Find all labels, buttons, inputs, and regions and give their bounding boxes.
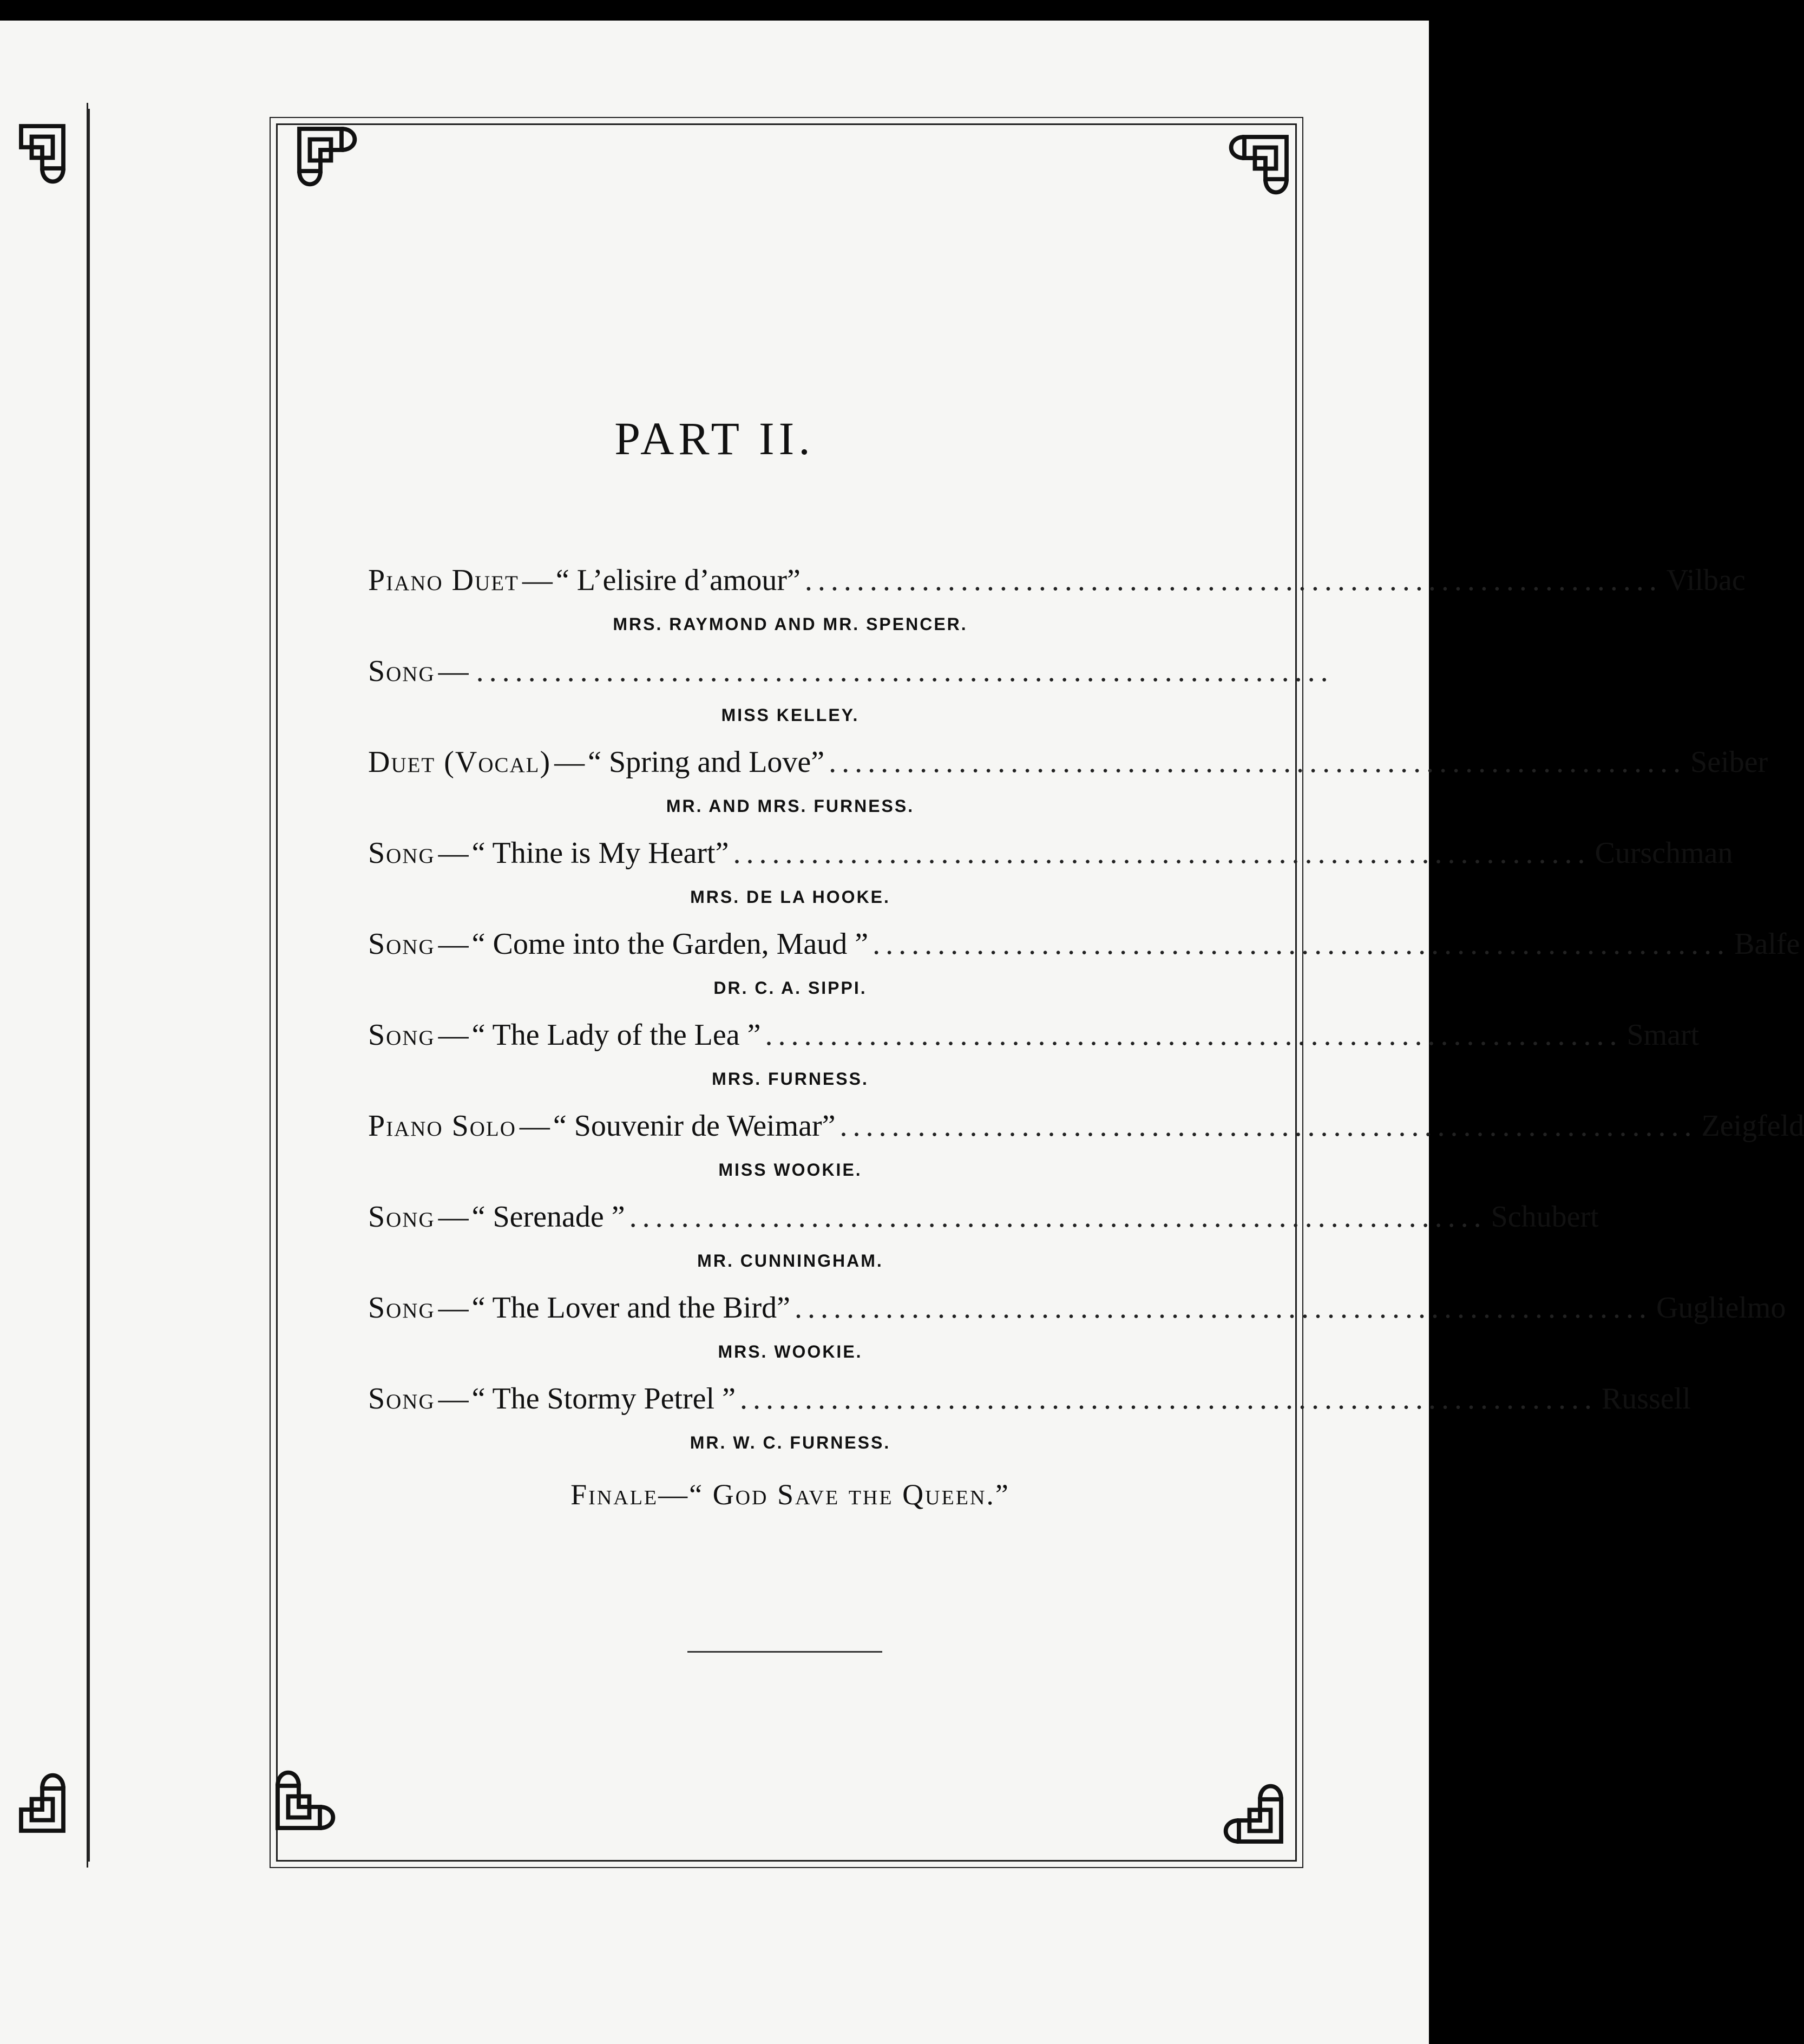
leader-dots: .................................................................. [739, 1382, 1597, 1416]
item-kind: Song [368, 927, 435, 961]
leader-dots: .................................................................. [476, 654, 1334, 688]
item-piece: “ Thine is My Heart” [471, 836, 729, 870]
corner-ornament-icon [0, 119, 70, 189]
item-kind: Piano Duet [368, 564, 519, 597]
program-item: Song — “ The Stormy Petrel ” .................................................................. Russell MR. W. C. FURNESS. [368, 1381, 1212, 1472]
item-composer: Vilbac [1666, 564, 1746, 597]
item-kind: Song [368, 1291, 435, 1325]
item-piece: “ Souvenir de Weimar” [553, 1109, 836, 1143]
item-piece: “ The Lover and the Bird” [471, 1291, 790, 1325]
item-performers: MRS. DE LA HOOKE. [690, 887, 890, 907]
item-performers: MRS. RAYMOND AND MR. SPENCER. [613, 614, 968, 634]
item-composer: Balfe [1734, 927, 1800, 961]
item-piece: “ Serenade ” [471, 1200, 625, 1234]
corner-ornament-icon [1223, 130, 1294, 200]
program-item: Duet (Vocal) — “ Spring and Love” .................................................................. Seiber MR. AND MRS. FURNESS. [368, 745, 1212, 836]
item-piece: “ L’elisire d’amour” [555, 564, 801, 597]
item-kind: Song [368, 1382, 435, 1416]
corner-ornament-icon [1218, 1778, 1288, 1849]
item-performers: DR. C. A. SIPPI. [713, 978, 867, 998]
concert-program [368, 563, 1804, 1511]
program-item: Song — “ Serenade ” .................................................................. Schubert MR. CUNNINGHAM. [368, 1200, 1212, 1290]
program-item: Song — “ Thine is My Heart” .................................................................. Curschman MRS. DE LA HOOKE. [368, 836, 1212, 927]
item-composer: Smart [1626, 1018, 1700, 1052]
item-performers: MISS KELLEY. [721, 705, 860, 725]
corner-ornament-icon [271, 1765, 341, 1835]
program-item: Piano Duet — “ L’elisire d’amour” .................................................................. Vilbac MRS. RAYMOND AND MR. SPENCER. [368, 563, 1212, 654]
leader-dots: .................................................................. [629, 1200, 1487, 1234]
item-kind: Duet (Vocal) [368, 745, 552, 779]
leader-dots: .................................................................. [873, 927, 1730, 961]
corner-ornament-icon [292, 122, 363, 192]
item-piece: “ Come into the Garden, Maud ” [471, 927, 869, 961]
item-performers: MISS WOOKIE. [718, 1160, 862, 1180]
program-item: Song — “ Come into the Garden, Maud ” .................................................................. Balfe DR. C. A. SIPPI. [368, 927, 1212, 1018]
leader-dots: .................................................................. [794, 1291, 1652, 1325]
leader-dots: .................................................................. [839, 1109, 1697, 1143]
item-piece: “ The Lady of the Lea ” [471, 1018, 761, 1052]
page-title: PART II. [614, 412, 815, 464]
program-item: Piano Solo — “ Souvenir de Weimar” .................................................................. Zeigfeld MISS WOOKIE. [368, 1109, 1212, 1200]
leader-dots: .................................................................. [765, 1018, 1623, 1052]
item-piece: “ Spring and Love” [588, 745, 825, 779]
program-item: Song — “ The Lover and the Bird” .................................................................. Guglielmo MRS. WOOKIE. [368, 1290, 1212, 1381]
item-performers: MR. CUNNINGHAM. [697, 1251, 883, 1270]
leader-dots: .................................................................. [804, 564, 1662, 597]
item-composer: Guglielmo [1656, 1291, 1786, 1325]
corner-ornament-icon [0, 1767, 70, 1838]
finale-line: Finale—“ God Save the Queen.” [570, 1478, 1010, 1511]
item-composer: Russell [1601, 1382, 1691, 1416]
item-composer: Seiber [1690, 745, 1768, 779]
item-kind: Song [368, 1018, 435, 1052]
item-kind: Piano Solo [368, 1109, 516, 1143]
item-performers: MRS. FURNESS. [712, 1069, 869, 1089]
item-performers: MR. AND MRS. FURNESS. [666, 796, 915, 816]
program-item: Song — “ The Lady of the Lea ” .................................................................. Smart MRS. FURNESS. [368, 1018, 1212, 1109]
item-composer: Zeigfeld [1701, 1109, 1804, 1143]
item-kind: Song [368, 1200, 435, 1234]
program-item: Song — .................................................................. MISS KELLEY. [368, 654, 1212, 745]
item-performers: MR. W. C. FURNESS. [690, 1433, 891, 1452]
item-piece: “ The Stormy Petrel ” [471, 1382, 736, 1416]
leader-dots: .................................................................. [829, 745, 1687, 779]
item-composer: Curschman [1595, 836, 1733, 870]
item-kind: Song [368, 654, 435, 688]
item-composer: Schubert [1491, 1200, 1599, 1234]
item-kind: Song [368, 836, 435, 870]
closing-rule [687, 1651, 882, 1653]
leader-dots: .................................................................. [733, 836, 1591, 870]
facing-page-border [0, 103, 88, 1868]
item-performers: MRS. WOOKIE. [718, 1342, 863, 1361]
